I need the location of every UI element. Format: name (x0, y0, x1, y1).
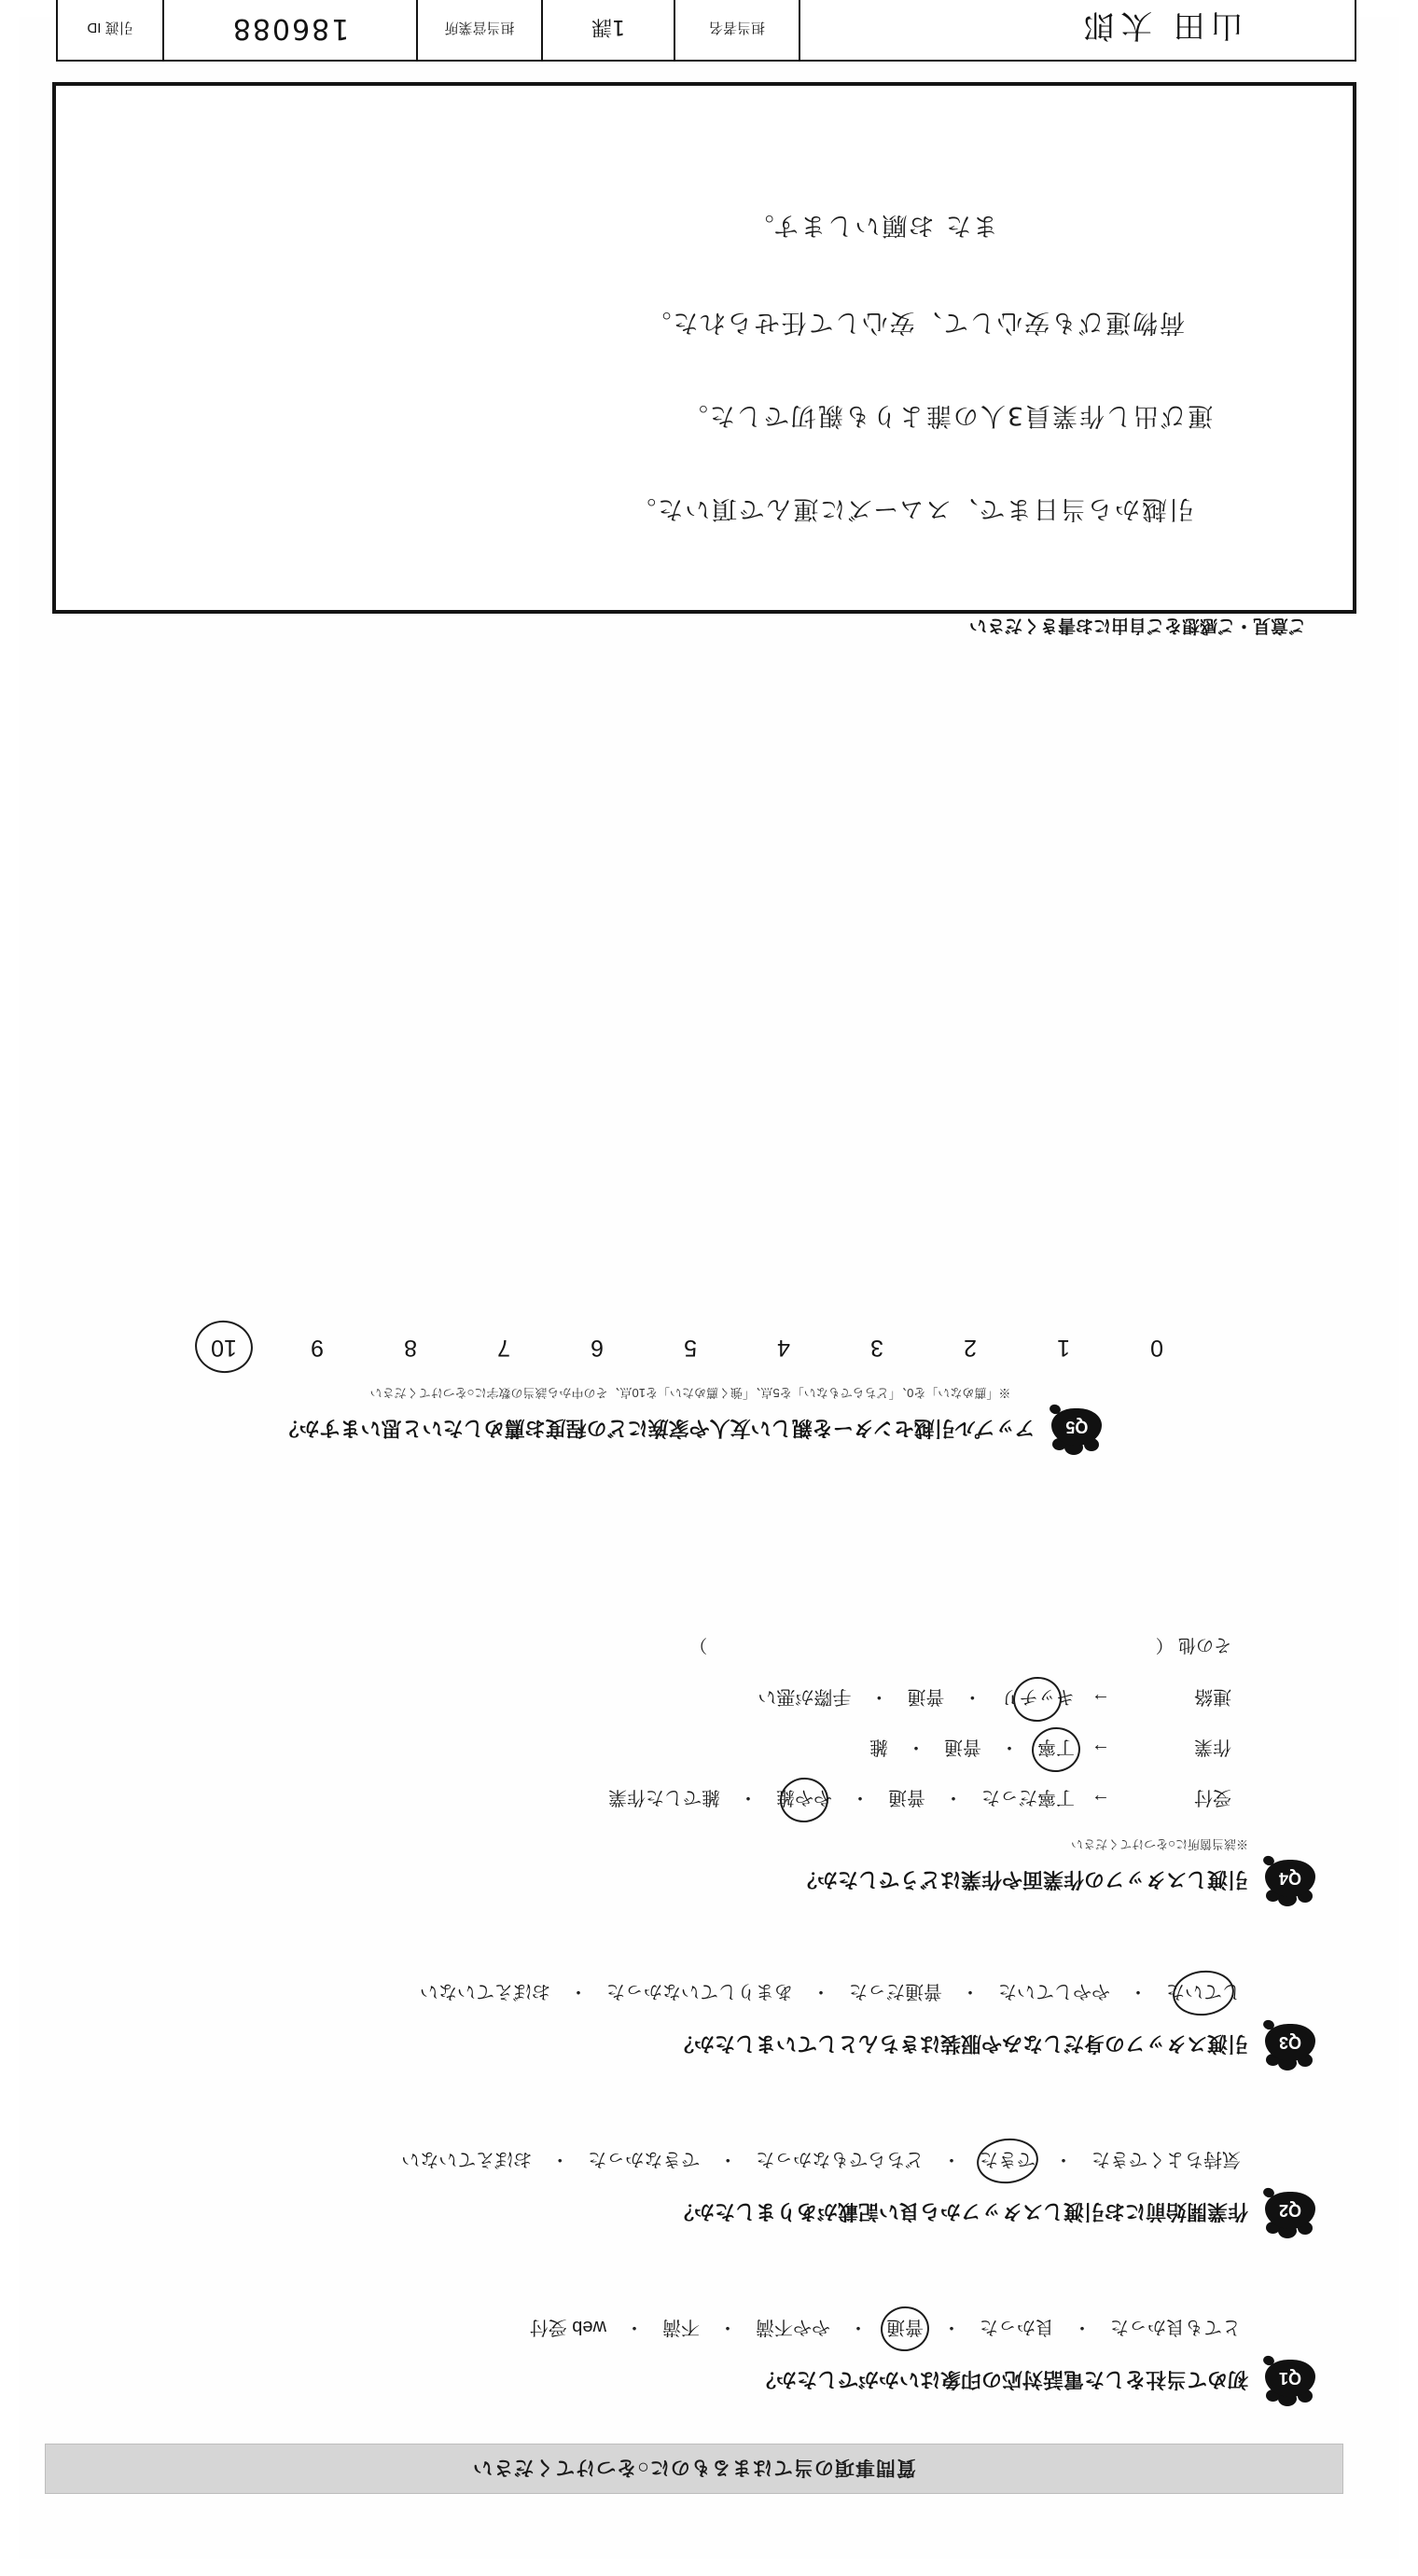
option-separator: ・ (1129, 1981, 1147, 2001)
option-separator: ・ (1054, 2149, 1073, 2169)
question-text-q3: 引渡スタッフの身だしなみや服装はきちんとしていましたか？ (673, 2032, 1248, 2056)
paper-surface (19, 7, 1399, 2559)
option-q1-5[interactable]: web 受付 (529, 2317, 606, 2337)
option-separator: ・ (851, 1787, 869, 1808)
option-q2-3[interactable]: できなかった (588, 2149, 701, 2169)
question-text-q5: アップル引越センターを親しい友人や家族にどの程度お薦めしたいと思いますか？ (278, 1417, 1036, 1440)
handover-id-label: 引渡 ID (87, 20, 133, 36)
scale-value-6[interactable]: 6 (591, 1335, 604, 1361)
question-note-q4: ※該当箇所に○をつけてください (1071, 1837, 1248, 1851)
question-number-q2: Q2 (1279, 2201, 1302, 2220)
question-block-q1 (65, 2314, 1315, 2401)
other-field-paren-close: ） (689, 1635, 708, 1655)
question-badge-icon-q3 (1261, 2022, 1315, 2065)
scale-value-2[interactable]: 2 (964, 1335, 977, 1361)
option-q4-1-0[interactable]: 丁寧 (1030, 1735, 1082, 1766)
option-q3-1[interactable]: ややしていた (998, 1981, 1110, 2001)
option-q4-1-1[interactable]: 普通 (944, 1737, 981, 1758)
option-separator: ・ (963, 1686, 982, 1708)
option-q4-0-2[interactable]: やや雑 (769, 1785, 840, 1816)
option-q3-2[interactable]: 普通だった (849, 1981, 942, 2001)
question-block-q3 (65, 1978, 1315, 2065)
scale-value-4[interactable]: 4 (777, 1335, 790, 1361)
option-q2-0[interactable]: 気持ちよくできた (1091, 2149, 1241, 2169)
scale-value-5[interactable]: 5 (684, 1335, 697, 1361)
arrow-icon: → (1091, 1689, 1110, 1710)
question-number-q5: Q5 (1065, 1418, 1089, 1436)
matrix-row-label-1: 作業 (1194, 1737, 1231, 1758)
option-separator: ・ (812, 1981, 830, 2001)
option-q3-4[interactable]: おぼえていない (420, 1981, 550, 2001)
option-q4-2-1[interactable]: 普通 (907, 1686, 945, 1708)
handover-id-value[interactable]: 186088 (162, 0, 416, 60)
option-separator: ・ (942, 2149, 961, 2169)
scale-value-8[interactable]: 8 (404, 1335, 417, 1361)
matrix-row-reception (65, 1775, 1231, 1825)
scale-value-3[interactable]: 3 (870, 1335, 883, 1361)
option-separator: ・ (944, 1787, 963, 1808)
option-separator: ・ (1073, 2317, 1091, 2337)
option-q4-0-1[interactable]: 普通 (888, 1787, 925, 1808)
other-field-q4 (65, 1634, 1231, 1659)
option-separator: ・ (869, 1686, 889, 1708)
free-comment-label: ご意見・ご感想をご自由にお書きください (968, 616, 1306, 635)
free-comment-line-1: 引越から当日まで、スムーズに運んで頂いた。 (629, 494, 1194, 523)
question-header-q5 (65, 1406, 1315, 1449)
scale-value-1[interactable]: 1 (1057, 1335, 1070, 1361)
answer-options-q1 (65, 2314, 1248, 2345)
other-field-label: その他 (1177, 1635, 1231, 1655)
question-block-q2 (65, 2146, 1315, 2233)
option-q4-2-0[interactable]: キッチリ (993, 1684, 1082, 1715)
arrow-icon: → (1091, 1790, 1110, 1811)
option-q4-0-0[interactable]: 丁寧だった (981, 1787, 1075, 1808)
question-number-q3: Q3 (1279, 2033, 1302, 2052)
option-separator: ・ (849, 2317, 868, 2337)
matrix-row-work (65, 1724, 1231, 1775)
option-separator: ・ (718, 2317, 737, 2337)
option-q1-4[interactable]: 不満 (662, 2317, 700, 2337)
option-q4-0-3[interactable]: 雑でした作業 (608, 1787, 720, 1808)
rating-scale-q5 (65, 1334, 1315, 1361)
staff-name-value[interactable]: 山田 太郎 (799, 0, 1355, 60)
option-q1-3[interactable]: やや不満 (756, 2317, 830, 2337)
option-separator: ・ (625, 2317, 644, 2337)
question-note-q5: ※「薦めない」を0、「どちらでもない」を5点、「強く薦めたい」を10点、その中から該当の数字に○をつけてください (369, 1386, 1011, 1400)
question-badge-icon-q1 (1261, 2358, 1315, 2401)
question-text-q2: 作業開始前にお引渡しスタッフから良い記載がありましたか？ (673, 2200, 1248, 2223)
option-q1-0[interactable]: とても良かった (1110, 2317, 1241, 2337)
answer-options-q3 (65, 1978, 1248, 2009)
instruction-banner-text: 質問事項の当てはまるものに○をつけてください (472, 2457, 916, 2478)
option-q2-4[interactable]: おぼえていない (401, 2149, 533, 2169)
free-comment-line-2: 運び出し作業員3人の誰よりも親切でした。 (680, 401, 1213, 430)
question-number-q1: Q1 (1279, 2369, 1302, 2388)
question-badge-icon-q5 (1048, 1406, 1102, 1449)
option-separator: ・ (942, 2317, 961, 2337)
option-separator: ・ (1000, 1737, 1019, 1758)
question-header-q1 (65, 2358, 1315, 2401)
option-separator: ・ (550, 2149, 570, 2169)
id-strip (56, 0, 1356, 62)
answer-options-q2 (65, 2146, 1248, 2177)
scale-value-10[interactable]: 10 (208, 1334, 240, 1361)
department-value[interactable]: 1課 (541, 0, 674, 60)
free-comment-box[interactable] (52, 82, 1356, 614)
scale-value-7[interactable]: 7 (497, 1335, 510, 1361)
matrix-row-options-1 (862, 1735, 1082, 1766)
staff-name-label: 担当者名 (674, 0, 799, 60)
question-header-q4 (65, 1858, 1315, 1901)
matrix-row-options-2 (750, 1684, 1082, 1715)
question-text-q4: 引渡しスタッフの作業面や作業はどうでしたか？ (796, 1868, 1248, 1891)
matrix-row-contact (65, 1674, 1231, 1724)
question-badge-icon-q4 (1261, 1858, 1315, 1901)
matrix-row-label-2: 連絡 (1194, 1686, 1231, 1708)
arrow-icon: → (1091, 1739, 1110, 1761)
option-separator: ・ (961, 1981, 980, 2001)
question-header-q2 (65, 2190, 1315, 2233)
option-separator: ・ (569, 1981, 588, 2001)
question-block-q5 (65, 1334, 1315, 1449)
question-number-q4: Q4 (1279, 1869, 1302, 1888)
option-q3-0[interactable]: していた (1159, 1978, 1248, 2009)
matrix-q4 (65, 1674, 1231, 1825)
scale-value-9[interactable]: 9 (311, 1335, 324, 1361)
option-q3-3[interactable]: あまりしていなかった (606, 1981, 793, 2001)
option-separator: ・ (739, 1787, 758, 1808)
matrix-row-options-0 (601, 1785, 1082, 1816)
option-q1-1[interactable]: 良かった (980, 2317, 1054, 2337)
question-header-q3 (65, 2022, 1315, 2065)
free-comment-line-3: 荷物運びも安心して、安心して任せられた。 (644, 308, 1185, 337)
free-comment-line-4: また お願いします。 (746, 211, 998, 240)
option-q1-2[interactable]: 普通 (879, 2314, 931, 2345)
other-field-paren-open: （ (1155, 1635, 1174, 1655)
option-q2-2[interactable]: どちらでもなかった (756, 2149, 924, 2169)
scale-value-0[interactable]: 0 (1150, 1335, 1163, 1361)
option-separator: ・ (718, 2149, 738, 2169)
instruction-banner (45, 2444, 1343, 2494)
question-block-q4 (65, 1634, 1315, 1901)
option-separator: ・ (907, 1737, 925, 1758)
matrix-row-label-0: 受付 (1194, 1787, 1231, 1808)
question-badge-icon-q2 (1261, 2190, 1315, 2233)
question-text-q1: 初めて当社をした電話対応の印象はいかがでしたか？ (755, 2368, 1248, 2391)
option-q4-1-2[interactable]: 雑 (869, 1737, 888, 1758)
option-q4-2-2[interactable]: 手際が悪い (758, 1686, 852, 1708)
department-label: 担当営業所 (416, 0, 541, 60)
option-q2-1[interactable]: できた (972, 2146, 1043, 2177)
